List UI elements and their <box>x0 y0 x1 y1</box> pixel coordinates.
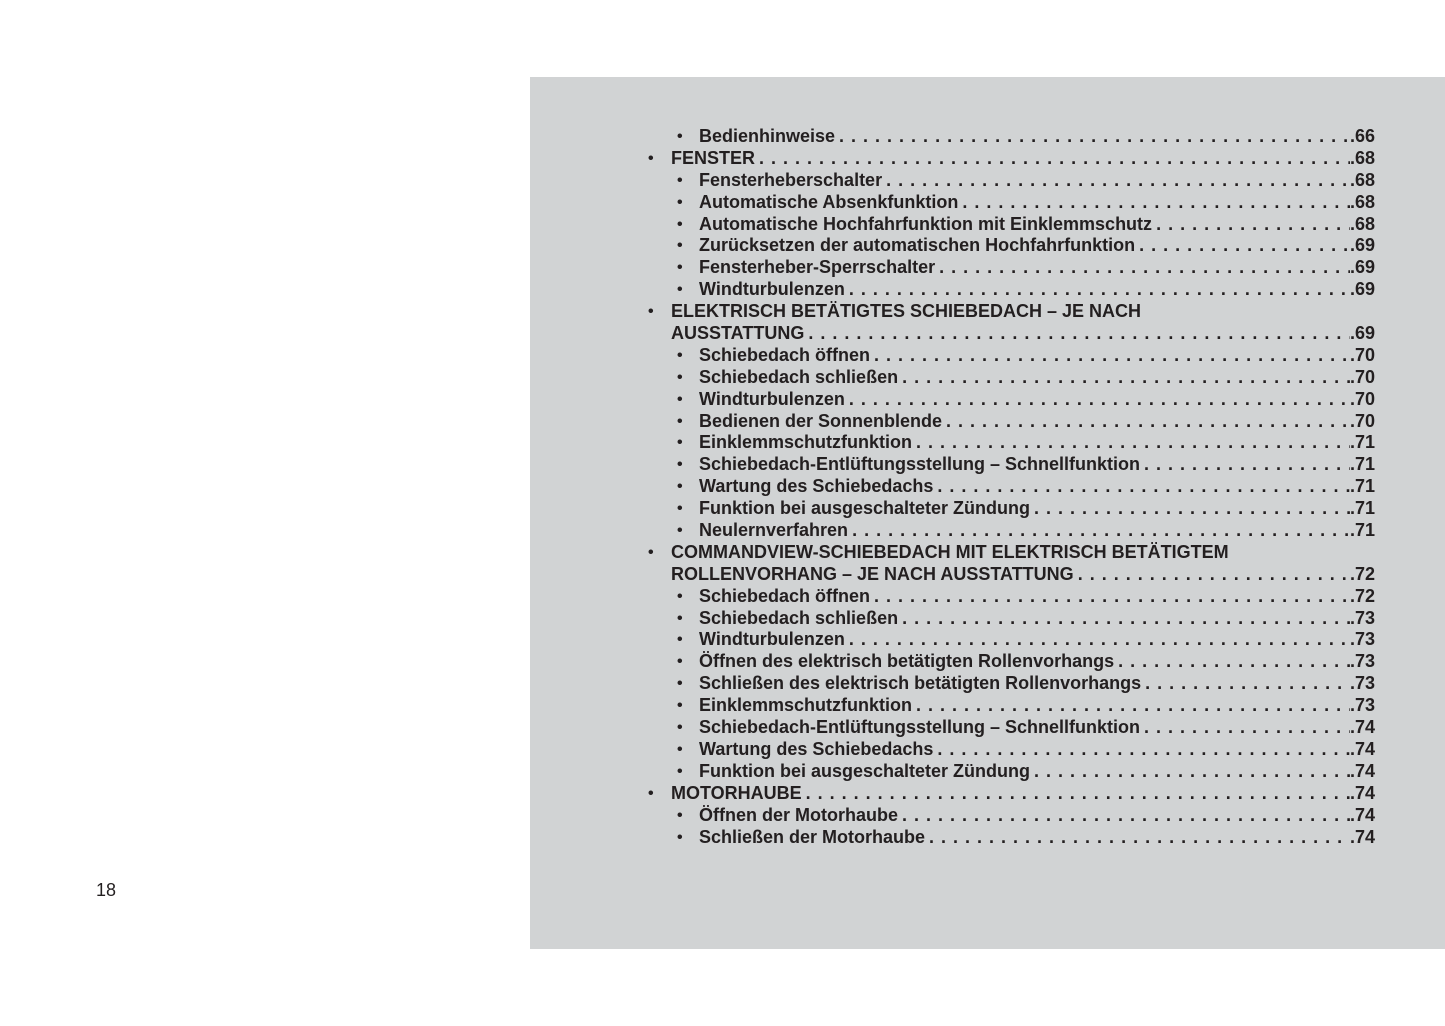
dot-leader <box>845 389 1350 411</box>
toc-entry-title: FENSTER <box>671 147 756 168</box>
toc-entry-line <box>673 673 1375 695</box>
toc-entry-title: Windturbulenzen <box>699 629 845 650</box>
dot-leader <box>1141 673 1350 695</box>
toc-entry-title: Schiebedach öffnen <box>699 344 871 365</box>
toc-entry-title: Schiebedach schließen <box>699 607 899 628</box>
toc-entry <box>645 563 1375 586</box>
toc-entry-title: Schiebedach-Entlüftungsstellung – Schnellfunktion <box>699 717 1141 738</box>
bullet-icon: • <box>677 237 683 255</box>
toc-entry-title: Fensterheber-Sperrschalter <box>699 257 936 278</box>
dot-leader <box>870 586 1350 608</box>
toc-entry-line <box>645 323 1375 345</box>
toc-entry-title: ELEKTRISCH BETÄTIGTES SCHIEBEDACH – JE NACH <box>671 301 1142 322</box>
toc-entry-line <box>673 739 1375 761</box>
toc-entry <box>645 738 1375 761</box>
dot-leader <box>1140 717 1350 739</box>
toc-entry-page: .69 <box>1349 235 1375 256</box>
bullet-icon: • <box>677 434 683 452</box>
toc-entry-title: Funktion bei ausgeschalteter Zündung <box>699 498 1031 519</box>
toc-entry-title: Einklemmschutzfunktion <box>699 432 913 453</box>
bullet-icon: • <box>677 259 683 277</box>
toc-entry-line <box>673 827 1375 849</box>
dot-leader <box>933 739 1350 761</box>
bullet-icon: • <box>677 346 683 364</box>
bullet-icon: • <box>677 215 683 233</box>
toc-entry <box>645 607 1375 630</box>
dot-leader <box>1114 651 1350 673</box>
bullet-icon: • <box>677 171 683 189</box>
toc-entry-title: Bedienhinweise <box>699 126 836 146</box>
toc-entry-page: .72 <box>1349 563 1375 584</box>
toc-entry-page: .74 <box>1349 826 1375 847</box>
dot-leader <box>1074 564 1350 586</box>
toc-entry-title: Wartung des Schiebedachs <box>699 476 934 497</box>
toc-entry-title: Funktion bei ausgeschalteter Zündung <box>699 760 1031 781</box>
toc-entry-title: Schiebedach schließen <box>699 366 899 387</box>
toc-entry <box>645 520 1375 542</box>
dot-leader <box>1135 235 1350 257</box>
toc-entry-title: Automatische Hochfahrfunktion mit Einklemmschutz <box>699 213 1153 234</box>
bullet-icon: • <box>648 784 654 802</box>
toc-entry <box>645 410 1375 433</box>
toc-entry <box>645 257 1375 279</box>
toc-entry-line <box>673 651 1375 673</box>
bullet-icon: • <box>677 281 683 299</box>
toc-entry-page: .68 <box>1349 213 1375 234</box>
dot-leader <box>933 476 1350 498</box>
toc-entry-page: .73 <box>1349 651 1375 672</box>
toc-entry-title: Zurücksetzen der automatischen Hochfahrfunktion <box>699 235 1136 256</box>
toc-entry <box>645 826 1375 849</box>
toc-entry-line <box>645 564 1375 586</box>
toc-entry <box>645 476 1375 498</box>
toc-entry-title: MOTORHAUBE <box>671 782 802 803</box>
dot-leader <box>1140 454 1350 476</box>
dot-leader <box>882 170 1350 192</box>
toc-entry-line <box>673 389 1375 411</box>
toc-entry-line <box>645 301 1349 323</box>
toc-entry-line <box>673 717 1375 739</box>
bullet-icon: • <box>677 828 683 846</box>
toc-entry-title: Windturbulenzen <box>699 279 845 300</box>
bullet-icon: • <box>677 128 683 145</box>
toc-entry-page: .71 <box>1349 498 1375 519</box>
toc-entry-line <box>673 695 1375 717</box>
table-of-contents <box>645 126 1375 848</box>
bullet-icon: • <box>677 500 683 518</box>
toc-entry-title: Windturbulenzen <box>699 388 845 409</box>
toc-entry-page: .68 <box>1349 169 1375 190</box>
toc-entry-line <box>673 476 1375 498</box>
dot-leader <box>1030 761 1350 783</box>
toc-entry-line <box>673 498 1375 520</box>
toc-entry-title: COMMANDVIEW-SCHIEBEDACH MIT ELEKTRISCH BETÄTIGTEM <box>671 541 1229 562</box>
dot-leader <box>845 279 1350 301</box>
toc-entry-page: .71 <box>1349 432 1375 453</box>
toc-entry <box>645 498 1375 520</box>
toc-entry <box>645 651 1375 673</box>
toc-entry-page: .73 <box>1349 695 1375 716</box>
dot-leader <box>1152 214 1350 236</box>
bullet-icon: • <box>677 609 683 627</box>
bullet-icon: • <box>677 390 683 408</box>
bullet-icon: • <box>648 543 654 561</box>
toc-entry-page: .68 <box>1349 147 1375 168</box>
toc-entry <box>645 279 1375 301</box>
toc-entry-page: .72 <box>1349 585 1375 606</box>
toc-entry <box>645 366 1375 389</box>
dot-leader <box>848 520 1350 542</box>
toc-entry <box>645 782 1375 805</box>
toc-entry <box>645 585 1375 608</box>
toc-entry-page: .70 <box>1349 344 1375 365</box>
toc-entry <box>645 454 1375 476</box>
toc-entry-line <box>673 345 1375 367</box>
toc-entry <box>645 760 1375 783</box>
toc-entry-page: .70 <box>1349 410 1375 431</box>
toc-entry-title: Öffnen des elektrisch betätigten Rollenvorhangs <box>699 651 1115 672</box>
toc-entry-page: .74 <box>1349 717 1375 738</box>
dot-leader <box>898 805 1350 827</box>
bullet-icon: • <box>648 149 654 167</box>
toc-entry <box>645 126 1375 148</box>
toc-entry-page: .74 <box>1349 782 1375 803</box>
toc-entry-line <box>673 279 1375 301</box>
toc-entry-line <box>673 170 1375 192</box>
toc-entry-line <box>673 235 1375 257</box>
toc-entry-title: ROLLENVORHANG – JE NACH AUSSTATTUNG <box>671 563 1074 584</box>
toc-entry-page: .68 <box>1349 191 1375 212</box>
toc-entry-line <box>673 454 1375 476</box>
dot-leader <box>845 629 1350 651</box>
toc-entry <box>645 542 1349 564</box>
dot-leader <box>912 432 1350 454</box>
toc-entry-page: .69 <box>1349 279 1375 300</box>
toc-entry-page: .74 <box>1349 804 1375 825</box>
toc-entry-page: .74 <box>1349 738 1375 759</box>
bullet-icon: • <box>677 653 683 671</box>
toc-entry-line <box>645 148 1375 170</box>
toc-entry <box>645 432 1375 454</box>
toc-entry-page: .74 <box>1349 760 1375 781</box>
toc-entry-line <box>673 586 1375 608</box>
toc-entry-line <box>673 411 1375 433</box>
toc-entry <box>645 235 1375 257</box>
bullet-icon: • <box>677 675 683 693</box>
toc-entry-page: .73 <box>1349 629 1375 650</box>
toc-entry-title: Schließen der Motorhaube <box>699 826 926 847</box>
toc-entry-page: .69 <box>1349 257 1375 278</box>
toc-entry-title: Einklemmschutzfunktion <box>699 695 913 716</box>
toc-entry-page: .73 <box>1349 673 1375 694</box>
dot-leader <box>958 192 1350 214</box>
dot-leader <box>755 148 1350 170</box>
toc-entry-page: .69 <box>1349 323 1375 344</box>
toc-entry-page: .71 <box>1349 520 1375 541</box>
dot-leader <box>898 608 1350 630</box>
toc-entry-line <box>673 367 1375 389</box>
toc-entry-title: Schiebedach öffnen <box>699 585 871 606</box>
toc-entry-line <box>673 192 1375 214</box>
toc-entry <box>645 629 1375 651</box>
dot-leader <box>942 411 1350 433</box>
toc-entry <box>645 169 1375 192</box>
bullet-icon: • <box>677 762 683 780</box>
bullet-icon: • <box>677 631 683 649</box>
dot-leader <box>912 695 1350 717</box>
bullet-icon: • <box>677 587 683 605</box>
toc-entry-line <box>673 805 1375 827</box>
bullet-icon: • <box>677 522 683 540</box>
bullet-icon: • <box>677 193 683 211</box>
dot-leader <box>870 345 1350 367</box>
toc-entry-title: Bedienen der Sonnenblende <box>699 410 943 431</box>
toc-entry-line <box>673 629 1375 651</box>
toc-entry <box>645 213 1375 236</box>
toc-entry-title: Schiebedach-Entlüftungsstellung – Schnellfunktion <box>699 454 1141 475</box>
bullet-icon: • <box>677 412 683 430</box>
toc-entry-title: Schließen des elektrisch betätigten Rollenvorhangs <box>699 673 1142 694</box>
toc-entry-line <box>673 520 1375 542</box>
bullet-icon: • <box>677 719 683 737</box>
toc-entry-line <box>673 761 1375 783</box>
toc-entry-title: Automatische Absenkfunktion <box>699 191 959 212</box>
toc-entry <box>645 388 1375 411</box>
dot-leader <box>802 783 1350 805</box>
toc-entry-page: .71 <box>1349 476 1375 497</box>
toc-entry-line <box>673 257 1375 279</box>
toc-entry-title: Fensterheberschalter <box>699 169 883 190</box>
bullet-icon: • <box>677 806 683 824</box>
toc-entry <box>645 717 1375 739</box>
toc-entry-title: Neulernverfahren <box>699 520 849 541</box>
bullet-icon: • <box>677 368 683 386</box>
bullet-icon: • <box>677 456 683 474</box>
toc-entry <box>645 147 1375 170</box>
toc-entry-line <box>673 126 1375 148</box>
toc-entry-line <box>645 783 1375 805</box>
toc-entry <box>645 344 1375 367</box>
bullet-icon: • <box>648 303 654 321</box>
toc-entry-page: .70 <box>1349 366 1375 387</box>
toc-entry <box>645 673 1375 695</box>
toc-entry-page: .71 <box>1349 454 1375 475</box>
toc-entry-title: Wartung des Schiebedachs <box>699 738 934 759</box>
toc-entry-title: Öffnen der Motorhaube <box>699 804 898 825</box>
toc-entry <box>645 191 1375 214</box>
dot-leader <box>804 323 1350 345</box>
toc-entry <box>645 804 1375 827</box>
toc-entry-line <box>673 432 1375 454</box>
dot-leader <box>898 367 1350 389</box>
toc-entry-line <box>645 542 1349 564</box>
bullet-icon: • <box>677 740 683 758</box>
toc-entry-title: AUSSTATTUNG <box>671 323 805 344</box>
toc-entry-line <box>673 214 1375 236</box>
toc-entry-line <box>673 608 1375 630</box>
dot-leader <box>835 126 1350 148</box>
toc-entry-page: .70 <box>1349 388 1375 409</box>
toc-entry <box>645 323 1375 345</box>
bullet-icon: • <box>677 478 683 496</box>
dot-leader <box>935 257 1350 279</box>
toc-entry <box>645 695 1375 717</box>
dot-leader <box>925 827 1350 849</box>
toc-entry-page: .66 <box>1349 126 1375 146</box>
toc-entry <box>645 301 1349 323</box>
toc-entry-page: .73 <box>1349 607 1375 628</box>
dot-leader <box>1030 498 1350 520</box>
page-number: 18 <box>96 880 117 900</box>
bullet-icon: • <box>677 697 683 715</box>
